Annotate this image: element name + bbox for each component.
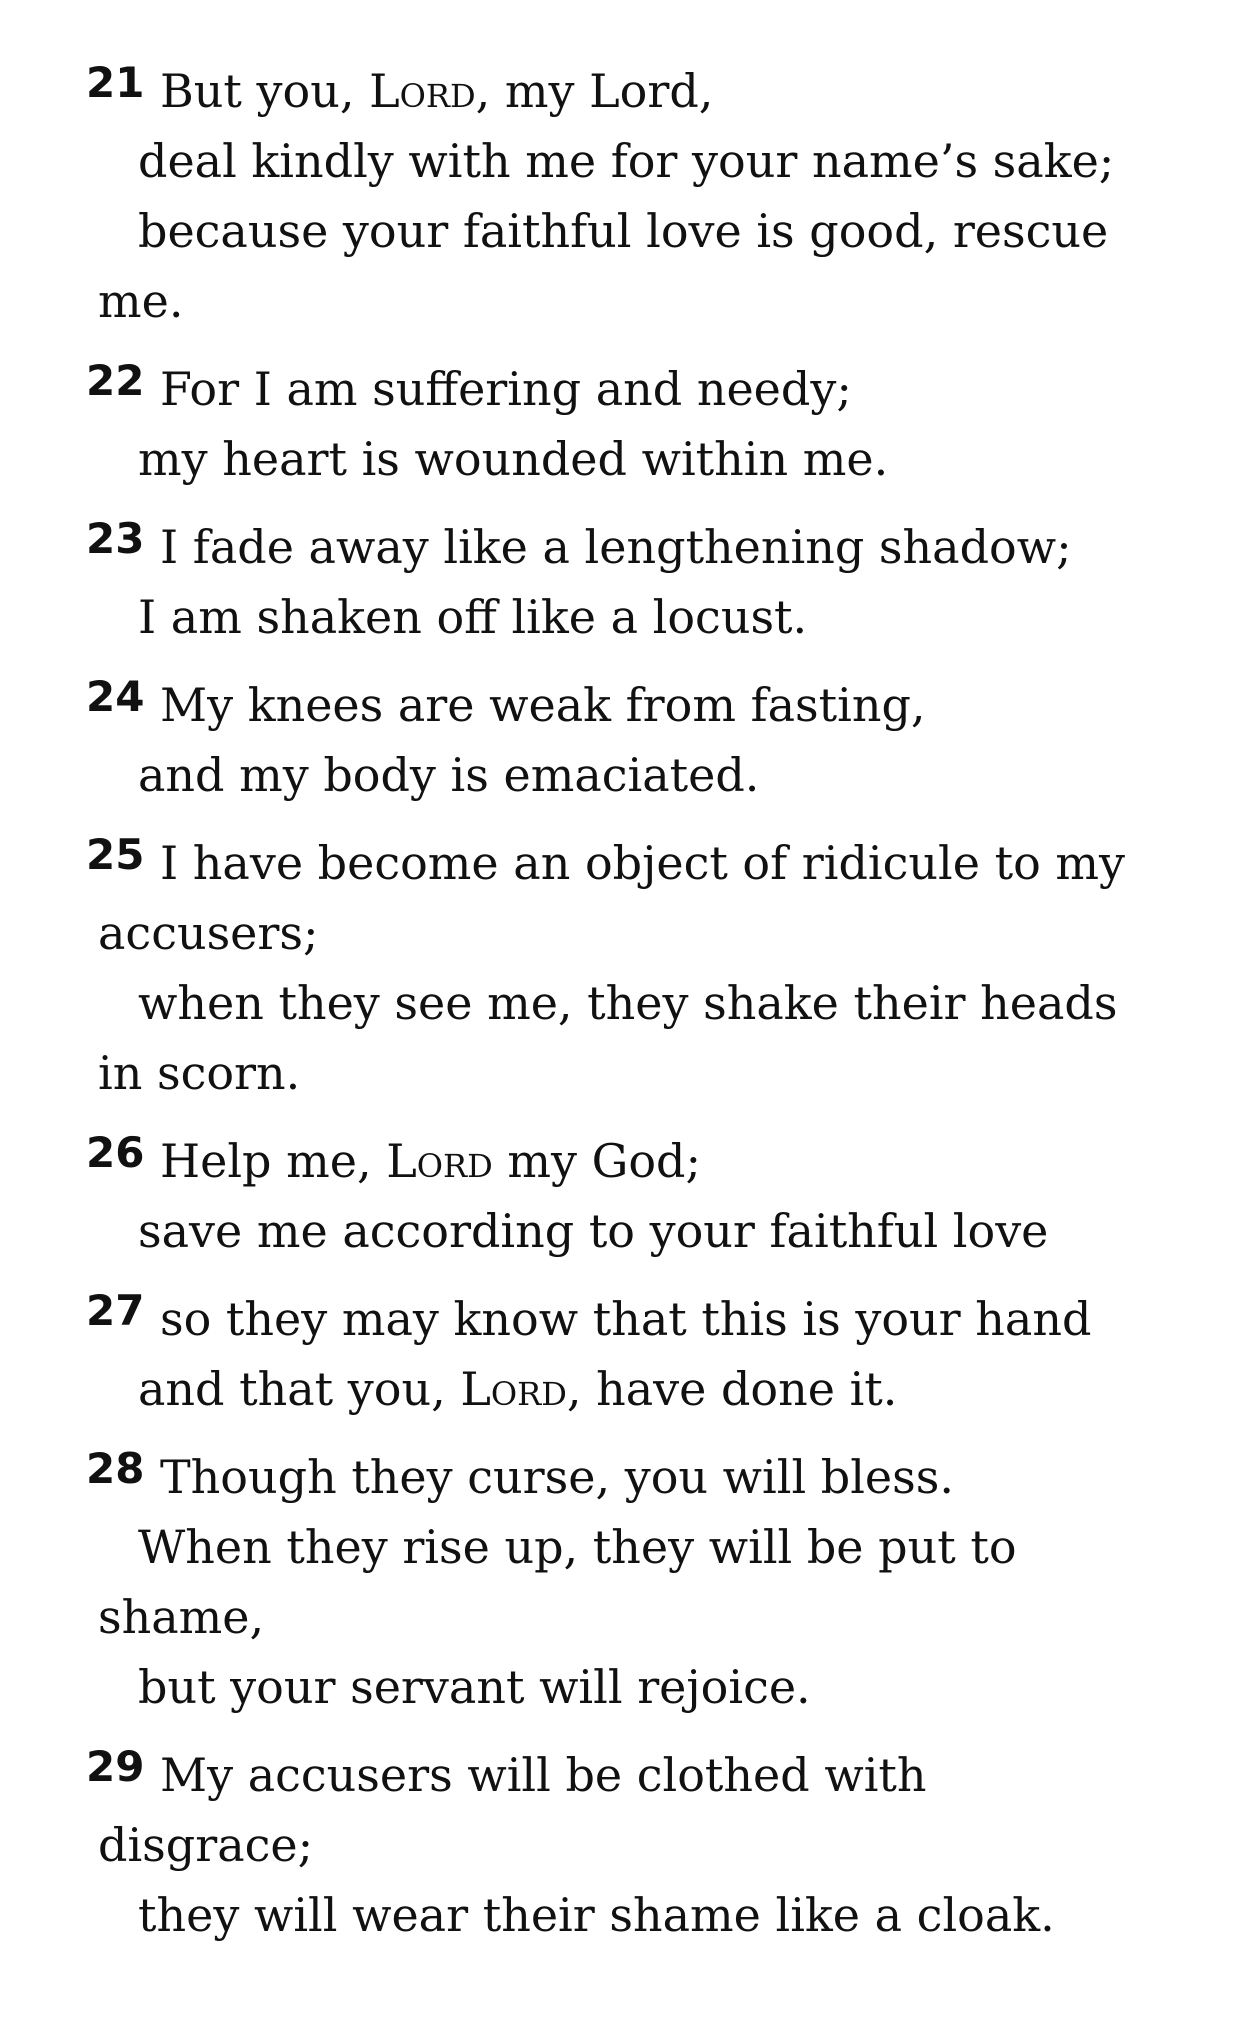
verse-text: deal kindly with me for your name’s sake; xyxy=(138,134,1115,188)
verse-text: accusers; xyxy=(98,906,319,960)
verse-number[interactable]: 24 xyxy=(86,672,145,721)
verse-25 xyxy=(0,828,1202,1108)
verse-text: my God; xyxy=(492,1134,701,1188)
verse-line xyxy=(0,126,1202,196)
verse-line xyxy=(0,1284,1202,1354)
verse-line xyxy=(0,1442,1202,1512)
verse-text: , have done it. xyxy=(566,1362,898,1416)
verse-text: But you, xyxy=(160,64,370,118)
verse-23 xyxy=(0,512,1202,652)
verse-21 xyxy=(0,56,1202,336)
verse-text: my heart is wounded within me. xyxy=(138,432,889,486)
verse-text: I have become an object of ridicule to my xyxy=(160,836,1125,890)
verse-text: when they see me, they shake their heads xyxy=(138,976,1118,1030)
verse-number[interactable]: 28 xyxy=(86,1444,145,1493)
divine-name: Lord xyxy=(369,64,476,118)
verse-text: I fade away like a lengthening shadow; xyxy=(160,520,1072,574)
verse-text: in scorn. xyxy=(98,1046,301,1100)
verse-text: shame, xyxy=(98,1590,265,1644)
verse-text: and my body is emaciated. xyxy=(138,748,760,802)
divine-name: Lord xyxy=(460,1362,567,1416)
verse-line xyxy=(0,56,1202,126)
verse-line xyxy=(0,1038,1202,1108)
verse-26 xyxy=(0,1126,1202,1266)
psalm-passage xyxy=(0,56,1202,1950)
verse-line xyxy=(0,512,1202,582)
divine-name: Lord xyxy=(386,1134,493,1188)
verse-text: but your servant will rejoice. xyxy=(138,1660,811,1714)
verse-line xyxy=(0,670,1202,740)
verse-text: When they rise up, they will be put to xyxy=(138,1520,1017,1574)
verse-line xyxy=(0,1740,1202,1810)
verse-line xyxy=(0,828,1202,898)
verse-number[interactable]: 29 xyxy=(86,1742,145,1791)
verse-line xyxy=(0,1196,1202,1266)
verse-line xyxy=(0,582,1202,652)
verse-27 xyxy=(0,1284,1202,1424)
verse-line xyxy=(0,196,1202,266)
verse-line xyxy=(0,898,1202,968)
verse-line xyxy=(0,968,1202,1038)
verse-line xyxy=(0,354,1202,424)
verse-22 xyxy=(0,354,1202,494)
verse-text: disgrace; xyxy=(98,1818,314,1872)
verse-line xyxy=(0,1880,1202,1950)
verse-text: so they may know that this is your hand xyxy=(160,1292,1092,1346)
verse-text: save me according to your faithful love xyxy=(138,1204,1049,1258)
verse-line xyxy=(0,266,1202,336)
verse-28 xyxy=(0,1442,1202,1722)
verse-line xyxy=(0,424,1202,494)
verse-text: they will wear their shame like a cloak. xyxy=(138,1888,1055,1942)
verse-line xyxy=(0,740,1202,810)
verse-text: because your faithful love is good, rescue xyxy=(138,204,1109,258)
verse-text: I am shaken off like a locust. xyxy=(138,590,808,644)
verse-number[interactable]: 27 xyxy=(86,1286,145,1335)
verse-text: Help me, xyxy=(160,1134,387,1188)
verse-line xyxy=(0,1810,1202,1880)
verse-number[interactable]: 21 xyxy=(86,58,145,107)
verse-text: , my Lord, xyxy=(475,64,714,118)
verse-text: me. xyxy=(98,274,184,328)
verse-text: My accusers will be clothed with xyxy=(160,1748,927,1802)
verse-number[interactable]: 26 xyxy=(86,1128,145,1177)
verse-line xyxy=(0,1652,1202,1722)
verse-number[interactable]: 25 xyxy=(86,830,145,879)
verse-line xyxy=(0,1512,1202,1582)
verse-29 xyxy=(0,1740,1202,1950)
verse-line xyxy=(0,1582,1202,1652)
verse-text: My knees are weak from fasting, xyxy=(160,678,926,732)
verse-text: and that you, xyxy=(138,1362,461,1416)
verse-text: Though they curse, you will bless. xyxy=(160,1450,954,1504)
verse-line xyxy=(0,1126,1202,1196)
verse-text: For I am suffering and needy; xyxy=(160,362,852,416)
verse-number[interactable]: 23 xyxy=(86,514,145,563)
verse-line xyxy=(0,1354,1202,1424)
verse-number[interactable]: 22 xyxy=(86,356,145,405)
verse-24 xyxy=(0,670,1202,810)
